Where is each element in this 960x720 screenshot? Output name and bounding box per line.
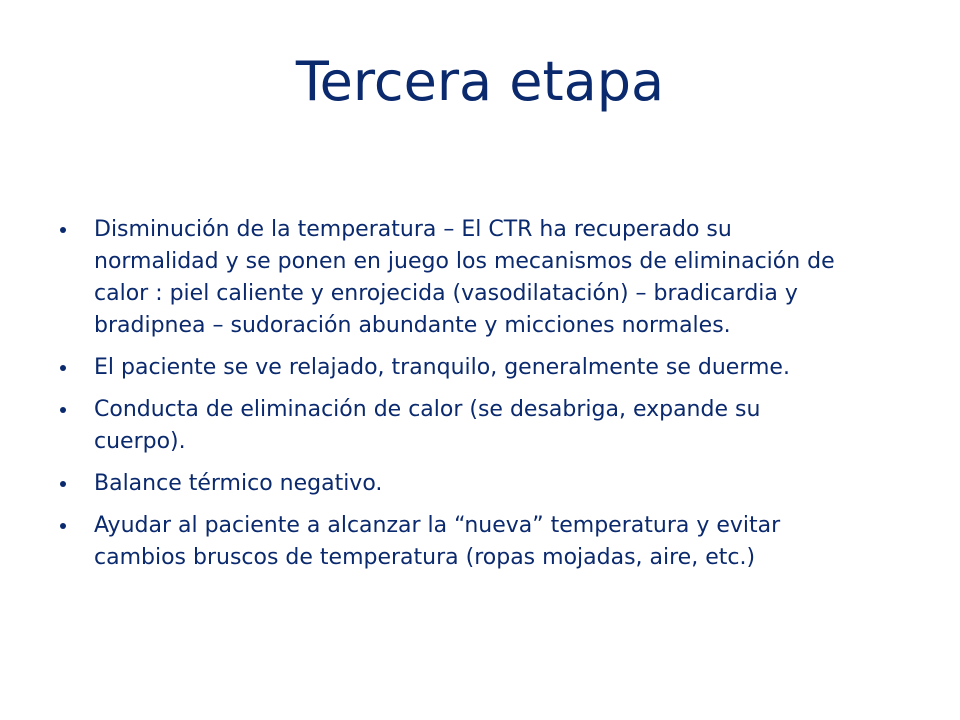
bullet-dot-icon <box>60 481 66 487</box>
bullet-dot-icon <box>60 365 66 371</box>
bullet-item <box>56 510 846 574</box>
bullet-text: Ayudar al paciente a alcanzar la “nueva” temperatura y evitar cambios bruscos de temperatura (ropas mojadas, aire, etc.) <box>94 513 781 570</box>
bullet-item <box>56 214 846 342</box>
bullet-dot-icon <box>60 523 66 529</box>
bullet-dot-icon <box>60 407 66 413</box>
bullet-text: Balance térmico negativo. <box>94 471 383 496</box>
bullet-item <box>56 352 846 384</box>
bullet-item <box>56 468 846 500</box>
bullet-dot-icon <box>60 227 66 233</box>
bullet-text: El paciente se ve relajado, tranquilo, generalmente se duerme. <box>94 355 790 380</box>
bullet-list <box>56 214 846 584</box>
bullet-item <box>56 394 846 458</box>
bullet-text: Disminución de la temperatura – El CTR ha recuperado su normalidad y se ponen en juego los mecanismos de eliminación de calor : piel caliente y enrojecida (vasodilatación) – bradicardia y bradipnea – sudoración abundante y micciones normales. <box>94 217 835 338</box>
slide-title: Tercera etapa <box>295 50 665 113</box>
bullet-text: Conducta de eliminación de calor (se desabriga, expande su cuerpo). <box>94 397 761 454</box>
